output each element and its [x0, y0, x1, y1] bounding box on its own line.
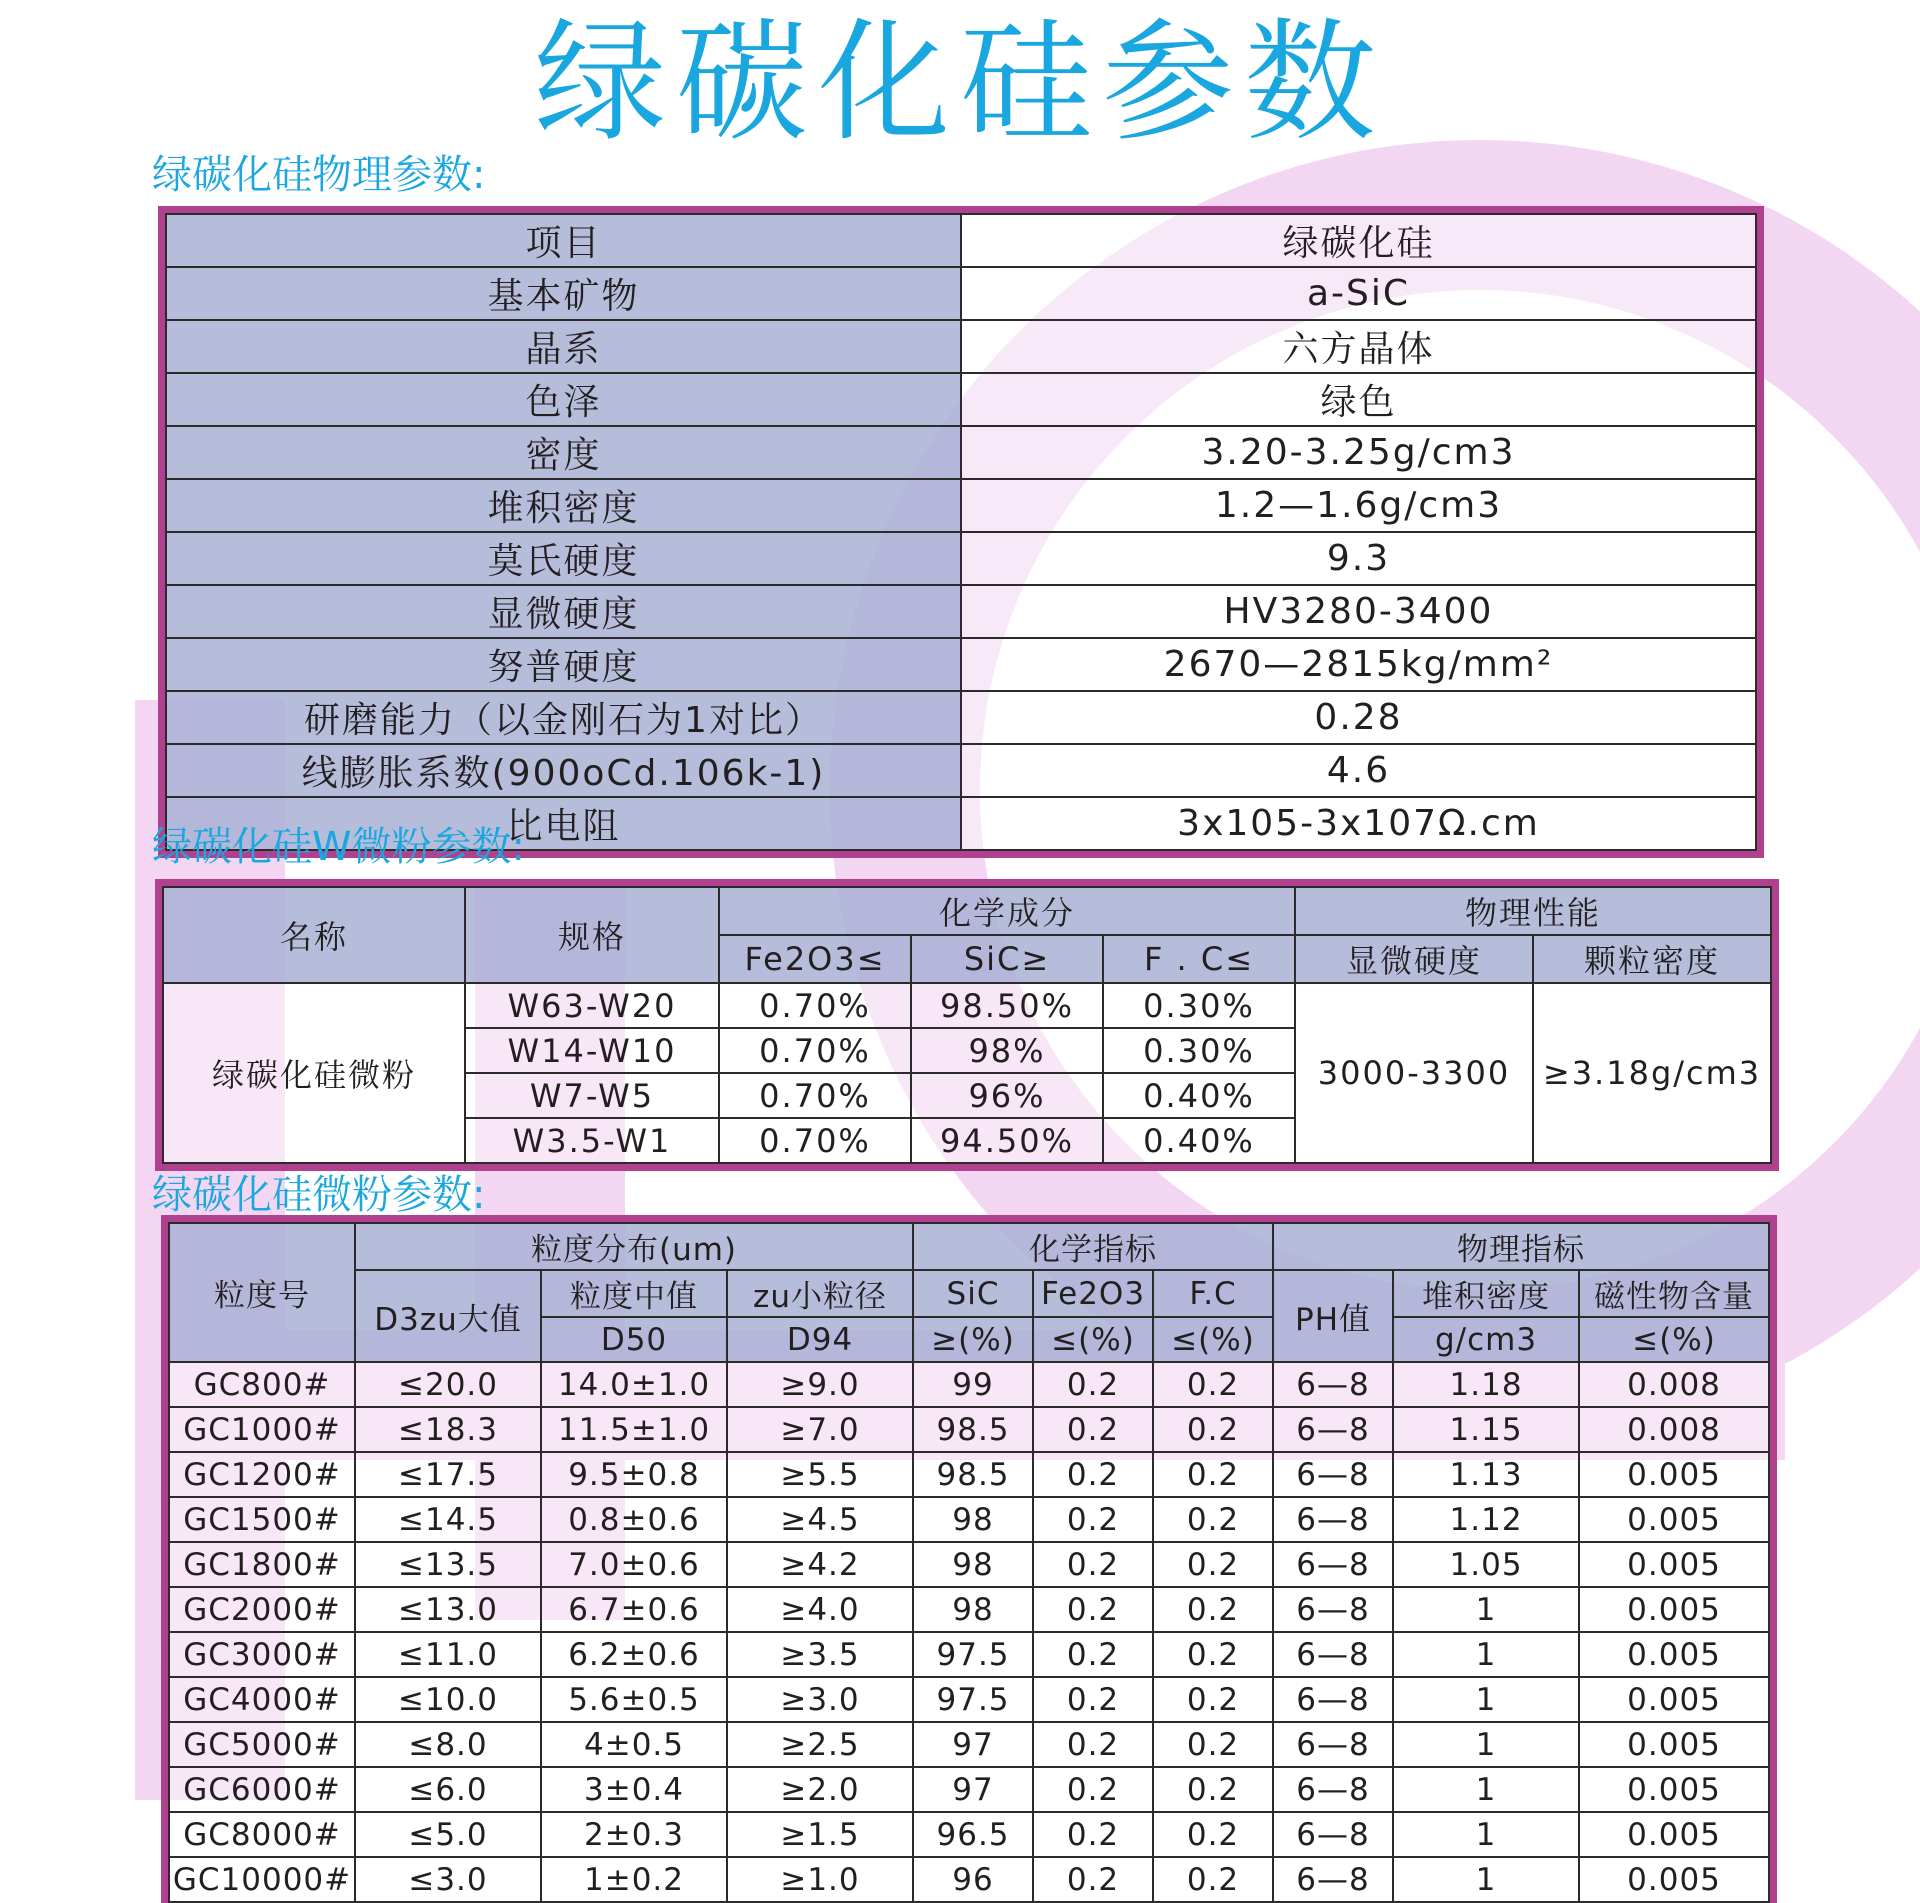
micro-cell: 6—8: [1273, 1587, 1393, 1632]
micro-col-dist: 粒度分布(um): [355, 1223, 913, 1270]
micro-cell: 98: [913, 1587, 1033, 1632]
micro-cell: 0.2: [1033, 1767, 1153, 1812]
wpowder-heading: 绿碳化硅W微粉参数:: [152, 824, 526, 870]
micro-cell: 0.2: [1033, 1722, 1153, 1767]
grain-number: GC5000#: [169, 1722, 355, 1767]
micro-cell: 6—8: [1273, 1497, 1393, 1542]
micro-cell: 0.2: [1153, 1632, 1273, 1677]
physical-label: 显微硬度: [166, 585, 961, 638]
wpowder-cell: 0.40%: [1103, 1118, 1295, 1163]
micro-cell: 1: [1393, 1812, 1579, 1857]
micro-col-d94-sub: D94: [727, 1317, 913, 1362]
micro-cell: 0.005: [1579, 1497, 1769, 1542]
micro-col-bulk-unit: g/cm3: [1393, 1317, 1579, 1362]
micro-col-grain: 粒度号: [169, 1223, 355, 1362]
micro-cell: 0.2: [1153, 1542, 1273, 1587]
physical-value: 1.2—1.6g/cm3: [961, 479, 1756, 532]
physical-table: [165, 213, 1757, 851]
micro-cell: ≥2.5: [727, 1722, 913, 1767]
physical-label: 比电阻: [166, 797, 961, 850]
physical-value: 3x105-3x107Ω.cm: [961, 797, 1756, 850]
micro-cell: 97.5: [913, 1632, 1033, 1677]
micro-cell: 98.5: [913, 1452, 1033, 1497]
micro-cell: 4±0.5: [541, 1722, 727, 1767]
wpowder-density-cell: ≥3.18g/cm3: [1533, 983, 1771, 1163]
table-row: [169, 1812, 1769, 1857]
micro-cell: 0.2: [1153, 1407, 1273, 1452]
micro-cell: 1.12: [1393, 1497, 1579, 1542]
wpowder-hardness-cell: 3000-3300: [1295, 983, 1533, 1163]
wpowder-cell: W63-W20: [465, 983, 719, 1028]
micro-col-fc-unit: ≤(%): [1153, 1317, 1273, 1362]
wpowder-col-sic: SiC≥: [911, 935, 1103, 983]
micro-cell: 6—8: [1273, 1812, 1393, 1857]
wpowder-col-name: 名称: [163, 887, 465, 983]
micro-cell: 6—8: [1273, 1767, 1393, 1812]
physical-row: [166, 585, 1756, 638]
table-row: [169, 1722, 1769, 1767]
wpowder-cell: 0.30%: [1103, 983, 1295, 1028]
micro-col-d3: D3zu大值: [355, 1270, 541, 1362]
micropowder-heading: 绿碳化硅微粉参数:: [152, 1172, 486, 1218]
micro-cell: 0.2: [1033, 1452, 1153, 1497]
physical-row: [166, 691, 1756, 744]
micro-cell: ≤11.0: [355, 1632, 541, 1677]
micro-cell: ≥5.5: [727, 1452, 913, 1497]
micro-col-sic: SiC: [913, 1270, 1033, 1317]
wpowder-cell: 0.70%: [719, 983, 911, 1028]
micro-cell: 0.005: [1579, 1812, 1769, 1857]
physical-row: [166, 479, 1756, 532]
micro-cell: ≥1.5: [727, 1812, 913, 1857]
wpowder-col-chem: 化学成分: [719, 887, 1295, 935]
micro-cell: 99: [913, 1362, 1033, 1407]
physical-label: 色泽: [166, 373, 961, 426]
micro-cell: 0.008: [1579, 1362, 1769, 1407]
micro-cell: 6—8: [1273, 1452, 1393, 1497]
micro-cell: ≤8.0: [355, 1722, 541, 1767]
micro-cell: 1: [1393, 1677, 1579, 1722]
micro-cell: 0.005: [1579, 1767, 1769, 1812]
micro-cell: 0.2: [1033, 1812, 1153, 1857]
physical-label: 努普硬度: [166, 638, 961, 691]
micro-cell: 97.5: [913, 1677, 1033, 1722]
micro-cell: 0.2: [1153, 1677, 1273, 1722]
wpowder-cell: 0.30%: [1103, 1028, 1295, 1073]
micro-cell: 0.2: [1153, 1767, 1273, 1812]
micro-col-fe: Fe2O3: [1033, 1270, 1153, 1317]
physical-row: [166, 373, 1756, 426]
physical-label: 晶系: [166, 320, 961, 373]
table-row: [169, 1542, 1769, 1587]
grain-number: GC10000#: [169, 1857, 355, 1902]
physical-label: 密度: [166, 426, 961, 479]
micro-cell: 0.2: [1033, 1632, 1153, 1677]
micro-cell: ≥4.0: [727, 1587, 913, 1632]
micro-cell: 1.13: [1393, 1452, 1579, 1497]
micro-cell: 1.05: [1393, 1542, 1579, 1587]
physical-label: 莫氏硬度: [166, 532, 961, 585]
micro-cell: 6—8: [1273, 1362, 1393, 1407]
micro-col-mag-unit: ≤(%): [1579, 1317, 1769, 1362]
physical-value: 4.6: [961, 744, 1756, 797]
physical-label: 堆积密度: [166, 479, 961, 532]
micro-cell: 6—8: [1273, 1677, 1393, 1722]
micro-cell: 3±0.4: [541, 1767, 727, 1812]
table-row: [169, 1452, 1769, 1497]
micro-cell: 98: [913, 1497, 1033, 1542]
micro-col-bulk: 堆积密度: [1393, 1270, 1579, 1317]
table-row: [169, 1407, 1769, 1452]
micro-cell: 6—8: [1273, 1722, 1393, 1767]
wpowder-cell: 94.50%: [911, 1118, 1103, 1163]
micro-col-sic-unit: ≥(%): [913, 1317, 1033, 1362]
micro-cell: 6—8: [1273, 1857, 1393, 1902]
micro-cell: ≥7.0: [727, 1407, 913, 1452]
micro-cell: 0.005: [1579, 1587, 1769, 1632]
micro-cell: 0.005: [1579, 1452, 1769, 1497]
physical-value: a-SiC: [961, 267, 1756, 320]
page-title: 绿碳化硅参数: [534, 6, 1386, 160]
micro-cell: ≤13.5: [355, 1542, 541, 1587]
micro-cell: ≤3.0: [355, 1857, 541, 1902]
micro-cell: 1: [1393, 1767, 1579, 1812]
micro-cell: 6—8: [1273, 1542, 1393, 1587]
micro-cell: 0.2: [1153, 1452, 1273, 1497]
grain-number: GC8000#: [169, 1812, 355, 1857]
micro-cell: 0.2: [1033, 1542, 1153, 1587]
micro-cell: 1.18: [1393, 1362, 1579, 1407]
physical-value: 绿色: [961, 373, 1756, 426]
micro-cell: 9.5±0.8: [541, 1452, 727, 1497]
grain-number: GC4000#: [169, 1677, 355, 1722]
micro-cell: 96.5: [913, 1812, 1033, 1857]
micro-cell: 7.0±0.6: [541, 1542, 727, 1587]
micro-cell: ≥4.2: [727, 1542, 913, 1587]
micro-cell: 0.2: [1033, 1362, 1153, 1407]
grain-number: GC1800#: [169, 1542, 355, 1587]
wpowder-cell: W3.5-W1: [465, 1118, 719, 1163]
micro-cell: 0.8±0.6: [541, 1497, 727, 1542]
micro-cell: ≥3.5: [727, 1632, 913, 1677]
micro-cell: ≤18.3: [355, 1407, 541, 1452]
micro-cell: 0.2: [1033, 1857, 1153, 1902]
wpowder-col-spec: 规格: [465, 887, 719, 983]
micro-col-d50-sub: D50: [541, 1317, 727, 1362]
table-row: [169, 1497, 1769, 1542]
physical-row: [166, 532, 1756, 585]
micro-col-chem: 化学指标: [913, 1223, 1273, 1270]
micro-cell: 0.005: [1579, 1857, 1769, 1902]
table-row: [169, 1362, 1769, 1407]
micro-cell: 0.2: [1033, 1497, 1153, 1542]
physical-value: 3.20-3.25g/cm3: [961, 426, 1756, 479]
grain-number: GC6000#: [169, 1767, 355, 1812]
wpowder-col-hardness: 显微硬度: [1295, 935, 1533, 983]
wpowder-col-fe: Fe2O3≤: [719, 935, 911, 983]
grain-number: GC3000#: [169, 1632, 355, 1677]
micro-col-d94: zu小粒径: [727, 1270, 913, 1317]
micro-cell: 96: [913, 1857, 1033, 1902]
micro-cell: 0.2: [1153, 1587, 1273, 1632]
physical-value: 绿碳化硅: [961, 214, 1756, 267]
micropowder-table: [168, 1222, 1770, 1903]
micro-cell: 6.7±0.6: [541, 1587, 727, 1632]
micro-cell: 1: [1393, 1587, 1579, 1632]
micro-cell: ≥3.0: [727, 1677, 913, 1722]
micro-cell: ≤13.0: [355, 1587, 541, 1632]
wpowder-cell: W14-W10: [465, 1028, 719, 1073]
micro-cell: ≤14.5: [355, 1497, 541, 1542]
physical-value: 9.3: [961, 532, 1756, 585]
table-row: [169, 1677, 1769, 1722]
micro-cell: ≤17.5: [355, 1452, 541, 1497]
micro-cell: 97: [913, 1767, 1033, 1812]
physical-label: 线膨胀系数(900oCd.106k-1): [166, 744, 961, 797]
micro-cell: ≤10.0: [355, 1677, 541, 1722]
physical-row: [166, 214, 1756, 267]
micro-cell: 0.2: [1033, 1587, 1153, 1632]
wpowder-table: [162, 886, 1772, 1164]
physical-value: 六方晶体: [961, 320, 1756, 373]
micro-cell: 0.005: [1579, 1632, 1769, 1677]
wpowder-col-fc: F . C≤: [1103, 935, 1295, 983]
wpowder-cell: 0.70%: [719, 1073, 911, 1118]
physical-row: [166, 320, 1756, 373]
micro-col-fe-unit: ≤(%): [1033, 1317, 1153, 1362]
wpowder-cell: 98.50%: [911, 983, 1103, 1028]
micro-cell: 0.2: [1033, 1407, 1153, 1452]
grain-number: GC1000#: [169, 1407, 355, 1452]
micro-cell: 14.0±1.0: [541, 1362, 727, 1407]
micro-cell: 0.2: [1153, 1362, 1273, 1407]
micro-cell: 0.2: [1033, 1677, 1153, 1722]
micro-cell: ≥9.0: [727, 1362, 913, 1407]
micro-cell: 1: [1393, 1857, 1579, 1902]
micro-col-d50: 粒度中值: [541, 1270, 727, 1317]
grain-number: GC1500#: [169, 1497, 355, 1542]
micro-cell: 0.2: [1153, 1722, 1273, 1767]
micro-cell: 2±0.3: [541, 1812, 727, 1857]
physical-value: 0.28: [961, 691, 1756, 744]
micro-cell: 0.005: [1579, 1677, 1769, 1722]
micro-cell: 0.005: [1579, 1722, 1769, 1767]
physical-label: 基本矿物: [166, 267, 961, 320]
micro-cell: ≥1.0: [727, 1857, 913, 1902]
table-row: [169, 1632, 1769, 1677]
micro-cell: 6—8: [1273, 1407, 1393, 1452]
micro-cell: 98.5: [913, 1407, 1033, 1452]
physical-row: [166, 426, 1756, 479]
wpowder-col-phys: 物理性能: [1295, 887, 1771, 935]
physical-row: [166, 638, 1756, 691]
micro-cell: 0.2: [1153, 1857, 1273, 1902]
micro-col-phys: 物理指标: [1273, 1223, 1769, 1270]
micro-cell: ≥4.5: [727, 1497, 913, 1542]
physical-label: 项目: [166, 214, 961, 267]
grain-number: GC800#: [169, 1362, 355, 1407]
wpowder-cell: 96%: [911, 1073, 1103, 1118]
micro-col-ph: PH值: [1273, 1270, 1393, 1362]
physical-value: 2670—2815kg/mm²: [961, 638, 1756, 691]
micro-cell: ≤20.0: [355, 1362, 541, 1407]
micro-cell: 98: [913, 1542, 1033, 1587]
wpowder-cell: W7-W5: [465, 1073, 719, 1118]
physical-heading: 绿碳化硅物理参数:: [152, 152, 486, 198]
micro-col-mag: 磁性物含量: [1579, 1270, 1769, 1317]
micro-cell: 97: [913, 1722, 1033, 1767]
micro-cell: ≤6.0: [355, 1767, 541, 1812]
micro-cell: 0.2: [1153, 1812, 1273, 1857]
micro-cell: 11.5±1.0: [541, 1407, 727, 1452]
micro-cell: 5.6±0.5: [541, 1677, 727, 1722]
micro-cell: 0.2: [1153, 1497, 1273, 1542]
physical-value: HV3280-3400: [961, 585, 1756, 638]
micro-cell: ≥2.0: [727, 1767, 913, 1812]
wpowder-cell: 98%: [911, 1028, 1103, 1073]
wpowder-cell: 0.40%: [1103, 1073, 1295, 1118]
micro-cell: 6.2±0.6: [541, 1632, 727, 1677]
micro-cell: 1: [1393, 1632, 1579, 1677]
physical-label: 研磨能力（以金刚石为1对比）: [166, 691, 961, 744]
micro-cell: ≤5.0: [355, 1812, 541, 1857]
micro-cell: 0.008: [1579, 1407, 1769, 1452]
wpowder-cell: 0.70%: [719, 1028, 911, 1073]
physical-row: [166, 267, 1756, 320]
table-row: [169, 1857, 1769, 1902]
micro-cell: 1±0.2: [541, 1857, 727, 1902]
micro-cell: 0.005: [1579, 1542, 1769, 1587]
wpowder-name-cell: 绿碳化硅微粉: [163, 983, 465, 1163]
micro-cell: 6—8: [1273, 1632, 1393, 1677]
grain-number: GC1200#: [169, 1452, 355, 1497]
physical-row: [166, 744, 1756, 797]
table-row: [169, 1587, 1769, 1632]
micro-cell: 1.15: [1393, 1407, 1579, 1452]
wpowder-cell: 0.70%: [719, 1118, 911, 1163]
grain-number: GC2000#: [169, 1587, 355, 1632]
micro-col-fc: F.C: [1153, 1270, 1273, 1317]
wpowder-col-density: 颗粒密度: [1533, 935, 1771, 983]
micro-cell: 1: [1393, 1722, 1579, 1767]
table-row: [169, 1767, 1769, 1812]
